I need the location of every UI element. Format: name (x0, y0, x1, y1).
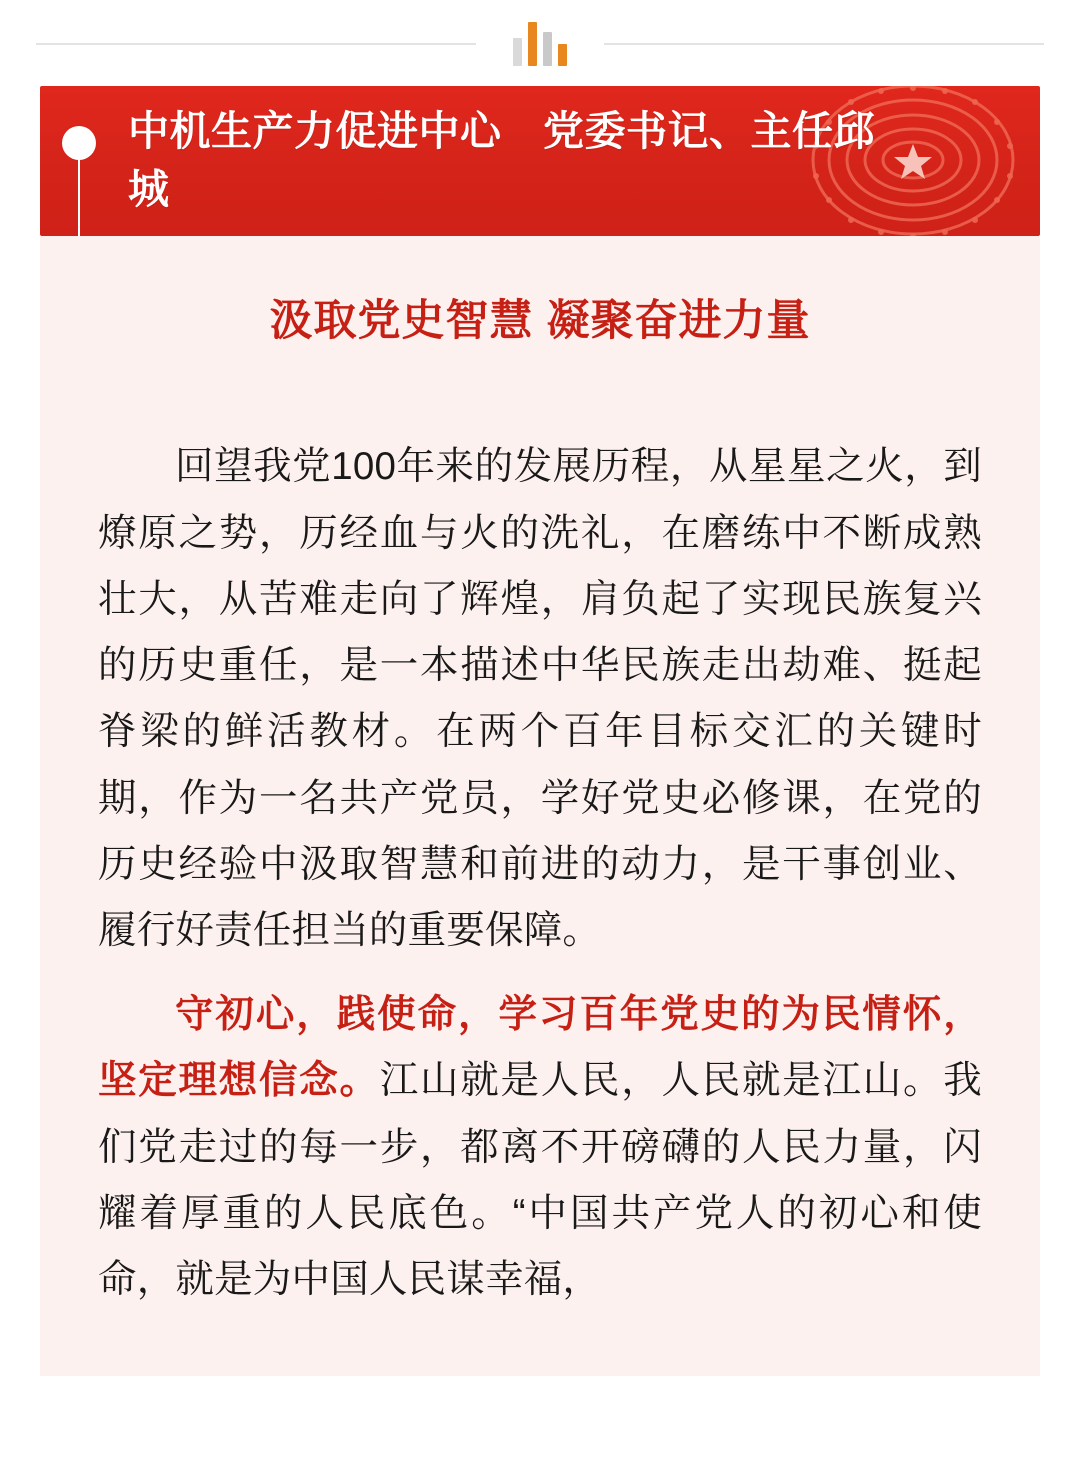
paragraph-2-text: 江山就是人民，人民就是江山。我们党走过的每一步，都离不开磅礴的人民力量，闪耀着厚重的人民底色。“中国共产党人的初心和使命，就是为中国人民谋幸福， (98, 1059, 982, 1302)
paragraph-1-text: 回望我党100年来的发展历程，从星星之火，到燎原之势，历经血与火的洗礼，在磨练中不断成熟壮大，从苦难走向了辉煌，肩负起了实现民族复兴的历史重任，是一本描述中华民族走出劫难、挺起脊梁的鲜活教材。在两个百年目标交汇的关键时期，作为一名共产党员，学好党史必修课，在党的历史经验中汲取智慧和前进的动力，是干事创业、履行好责任担当的重要保障。 (98, 445, 982, 953)
speaker-title: 中机生产力促进中心 党委书记、主任邱城 (128, 108, 875, 213)
divider-left (36, 43, 476, 45)
article-title: 汲取党史智慧 凝聚奋进力量 (269, 297, 811, 346)
article-body (40, 236, 1040, 1376)
speaker-banner (40, 86, 1040, 236)
divider-right (604, 43, 1044, 45)
top-decoration (0, 0, 1080, 86)
banner-container (40, 86, 1040, 236)
paragraph-2 (98, 982, 982, 1313)
paragraph-2-highlight: 守初心，践使命，学习百年党史的为民情怀，坚定理想信念。 (98, 993, 982, 1103)
pin-marker-icon (62, 126, 96, 236)
paragraph-1 (98, 434, 982, 964)
bar-chart-ornament-icon (499, 20, 581, 66)
